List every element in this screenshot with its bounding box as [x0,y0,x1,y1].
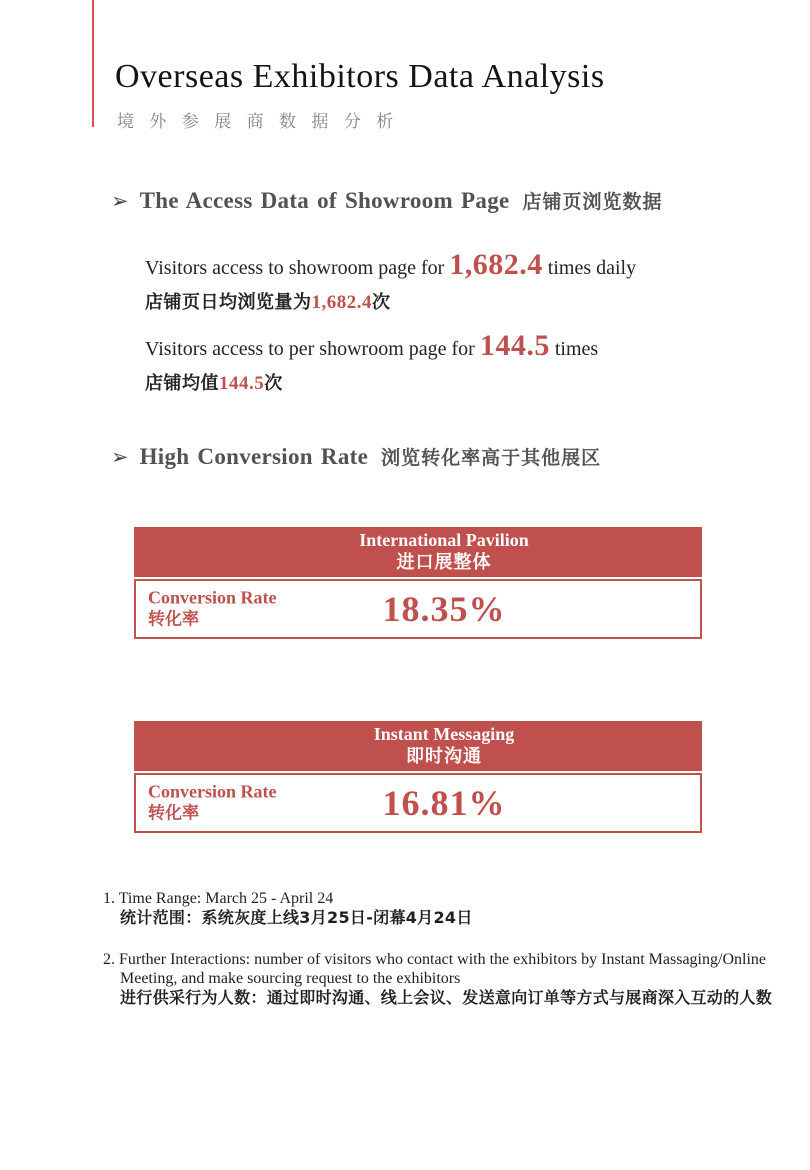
conversion-rate-value: 16.81% [382,783,506,823]
stat-daily-views-zh-prefix: 店铺页日均浏览量为 [145,292,312,313]
conversion-rate-value: 18.35% [382,589,506,629]
table-title-zh: 即时沟通 [406,746,482,767]
section-conversion-heading [111,443,601,470]
footnote-further-interactions [103,950,775,1007]
section-conversion-heading-zh: 浏览转化率高于其他展区 [381,447,602,469]
table-header [134,721,702,771]
section-access-heading-zh: 店铺页浏览数据 [522,191,663,213]
footnote-zh: 进行供采行为人数：通过即时沟通、线上会议、发送意向订单等方式与展商深入互动的人数 [120,988,773,1007]
table-body-row [134,773,702,833]
table-title-en: Instant Messaging [373,724,515,744]
stat-daily-views-en-prefix: Visitors access to showroom page for [145,257,450,279]
section-access-heading [111,187,663,214]
conversion-rate-label-en: Conversion Rate [148,781,277,802]
footnote-en-continuation: Meeting, and make sourcing request to the exhibitors [120,970,461,987]
footnote-zh: 统计范围：系统灰度上线3月25日-闭幕4月24日 [120,908,473,927]
stat-per-page-views-en-prefix: Visitors access to per showroom page for [145,338,480,360]
page-title: Overseas Exhibitors Data Analysis [115,58,605,95]
stat-per-page-views-zh [145,372,283,397]
accent-line [92,0,94,127]
stat-per-page-views-value: 144.5 [479,329,550,362]
conversion-rate-label-zh: 转化率 [148,803,199,824]
footnote-time-range [103,889,775,927]
conversion-rate-label [148,782,277,825]
page-subtitle: 境 外 参 展 商 数 据 分 析 [117,112,399,132]
table-header [134,527,702,577]
conversion-rate-label [148,588,277,631]
section-conversion-heading-en: High Conversion Rate [139,444,369,469]
stat-daily-views-en-suffix: times daily [542,257,637,279]
stat-per-page-views-en [145,328,598,364]
stat-daily-views-en [145,247,636,283]
footnote-en-text: Further Interactions: number of visitors who contact with the exhibitors by Instant Massaging/Online [115,951,766,968]
conversion-rate-label-zh: 转化率 [148,609,199,630]
stat-daily-views-zh-suffix: 次 [372,292,391,313]
stat-per-page-views-en-suffix: times [549,338,599,360]
table-title-zh: 进口展整体 [396,552,492,573]
stat-daily-views-zh [145,291,391,316]
conversion-table-instant-messaging [134,721,702,833]
conversion-table-international-pavilion [134,527,702,639]
table-body-row [134,579,702,639]
arrow-bullet-icon: ➢ [111,445,129,469]
stat-daily-views-zh-value: 1,682.4 [311,292,372,313]
footnote-marker: 2. [103,951,115,968]
conversion-rate-label-en: Conversion Rate [148,587,277,608]
footnote-marker: 1. [103,890,115,907]
stat-daily-views-value: 1,682.4 [449,248,543,281]
arrow-bullet-icon: ➢ [111,189,129,213]
section-access-heading-en: The Access Data of Showroom Page [139,188,510,213]
footnote-en [103,950,775,969]
footnote-en [103,889,775,908]
footnote-en-text: Time Range: March 25 - April 24 [115,890,334,907]
stat-per-page-views-zh-suffix: 次 [264,373,283,394]
stat-per-page-views-zh-prefix: 店铺均值 [145,373,219,394]
stat-per-page-views-zh-value: 144.5 [219,373,265,394]
table-title-en: International Pavilion [359,530,529,550]
